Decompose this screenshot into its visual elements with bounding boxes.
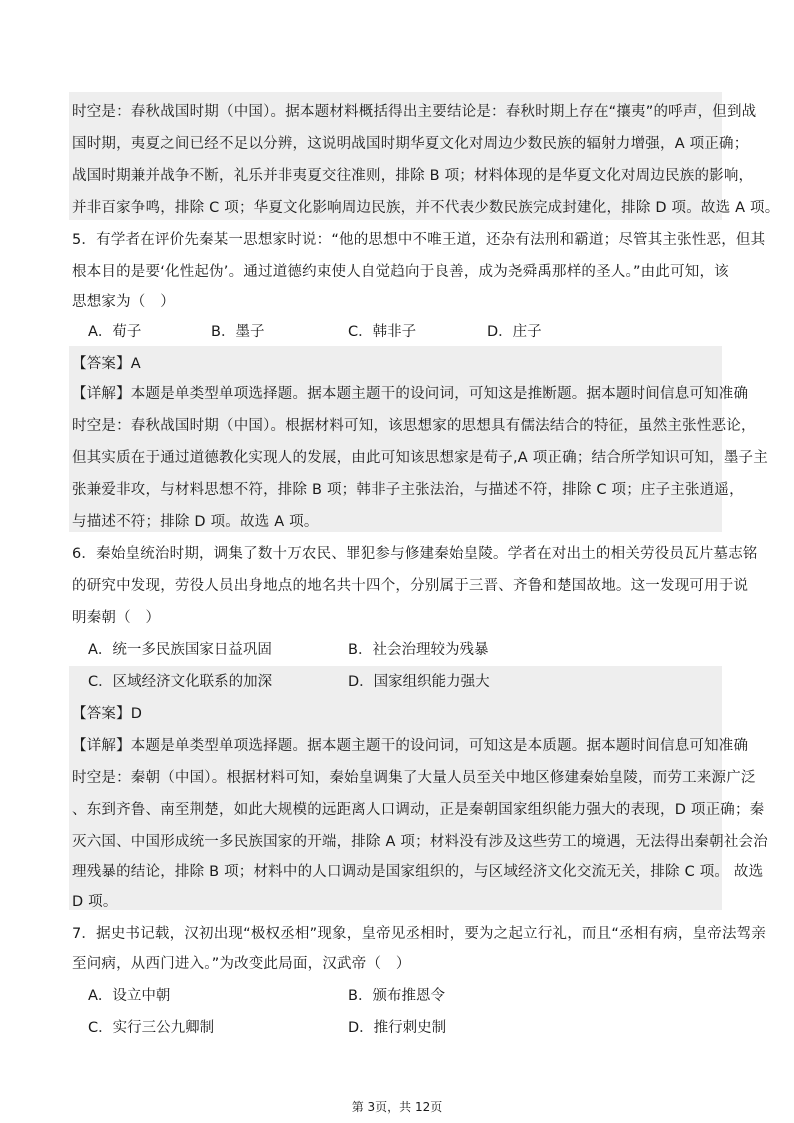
option-a: A．设立中朝 xyxy=(88,988,171,1004)
detail-line: 理残暴的结论，排除 B 项；材料中的人口调动是国家组织的，与区域经济文化交流无关，排除 C 项。 故选 xyxy=(72,864,764,880)
question-7-stem: 7．据史书记载，汉初出现“极权丞相”现象，皇帝见丞相时，要为之起立行礼，而且“丞相有病，皇帝法驾亲 xyxy=(72,926,767,942)
detail-line: 时空是：春秋战国时期（中国）。根据材料可知，该思想家的思想具有儒法结合的特征，虽然主张性恶论， xyxy=(72,418,756,434)
option-d: D．庄子 xyxy=(487,324,542,340)
detail-line: 【详解】本题是单类型单项选择题。据本题主题干的设问词，可知这是本质题。据本题时间信息可知准确 xyxy=(72,738,749,754)
detail-line: 【详解】本题是单类型单项选择题。据本题主题干的设问词，可知这是推断题。据本题时间信息可知准确 xyxy=(72,386,749,402)
option-d: D．推行刺史制 xyxy=(348,1020,447,1036)
answer-background xyxy=(69,346,722,532)
detail-line: 与描述不符；排除 D 项。故选 A 项。 xyxy=(72,514,319,530)
question-6-stem: 明秦朝（ ） xyxy=(72,610,161,626)
detail-line: 时空是：秦朝（中国）。根据材料可知，秦始皇调集了大量人员至关中地区修建秦始皇陵，而劳工来源广泛 xyxy=(72,770,756,786)
explanation-line: 并非百家争鸣，排除 C 项；华夏文化影响周边民族，并不代表少数民族完成封建化，排除 D 项。故选 A 项。 xyxy=(72,200,780,216)
question-5-stem: 根本目的是要‘化性起伪’。通过道德约束使人自觉趋向于良善，成为尧舜禹那样的圣人。”由此可知，该 xyxy=(72,264,729,280)
detail-line: 、东到齐鲁、南至荆楚，如此大规模的远距离人口调动，正是秦朝国家组织能力强大的表现，D 项正确；秦 xyxy=(72,802,765,818)
explanation-line: 时空是：春秋战国时期（中国）。据本题材料概括得出主要结论是：春秋时期上存在“攘夷”的呼声，但到战 xyxy=(72,104,757,120)
detail-line: D 项。 xyxy=(72,894,118,910)
detail-line: 张兼爱非攻，与材料思想不符，排除 B 项；韩非子主张法治，与描述不符，排除 C 项；庄子主张逍遥， xyxy=(72,482,744,498)
detail-line: 灭六国、中国形成统一多民族国家的开端，排除 A 项；材料没有涉及这些劳工的境遇，无法得出秦朝社会治 xyxy=(72,834,768,850)
option-b: B．颁布推恩令 xyxy=(348,988,445,1004)
question-6-stem: 的研究中发现，劳役人员出身地点的地名共十四个，分别属于三晋、齐鲁和楚国故地。这一发现可用于说 xyxy=(72,578,749,594)
option-c: C．韩非子 xyxy=(348,324,417,340)
question-5-stem: 5．有学者在评价先秦某一思想家时说：“他的思想中不唯王道，还杂有法刑和霸道；尽管其主张性恶，但其 xyxy=(72,232,766,248)
answer-label: 【答案】D xyxy=(72,706,143,722)
explanation-line: 国时期，夷夏之间已经不足以分辨，这说明战国时期华夏文化对周边少数民族的辐射力增强，A 项正确； xyxy=(72,136,749,152)
option-c: C．实行三公九卿制 xyxy=(88,1020,215,1036)
option-b: B．墨子 xyxy=(211,324,265,340)
explanation-line: 战国时期兼并战争不断，礼乐并非夷夏交往准则，排除 B 项；材料体现的是华夏文化对周边民族的影响， xyxy=(72,168,754,184)
detail-line: 但其实质在于通过道德教化实现人的发展，由此可知该思想家是荀子,A 项正确；结合所学知识可知，墨子主 xyxy=(72,450,768,466)
option-b: B．社会治理较为残暴 xyxy=(348,642,489,658)
page-number: 第 3页，共 12页 xyxy=(351,1100,443,1114)
option-a: A．统一多民族国家日益巩固 xyxy=(88,642,272,658)
option-c: C．区域经济文化联系的加深 xyxy=(88,674,273,690)
question-7-stem: 至问病，从西门进入。”为改变此局面，汉武帝（ ） xyxy=(72,956,411,972)
option-a: A．荀子 xyxy=(88,324,142,340)
question-5-stem: 思想家为（ ） xyxy=(72,294,175,310)
question-6-stem: 6．秦始皇统治时期，调集了数十万农民、罪犯参与修建秦始皇陵。学者在对出土的相关劳役员瓦片墓志铭 xyxy=(72,546,758,562)
option-d: D．国家组织能力强大 xyxy=(348,674,490,690)
answer-label: 【答案】A xyxy=(72,356,141,372)
